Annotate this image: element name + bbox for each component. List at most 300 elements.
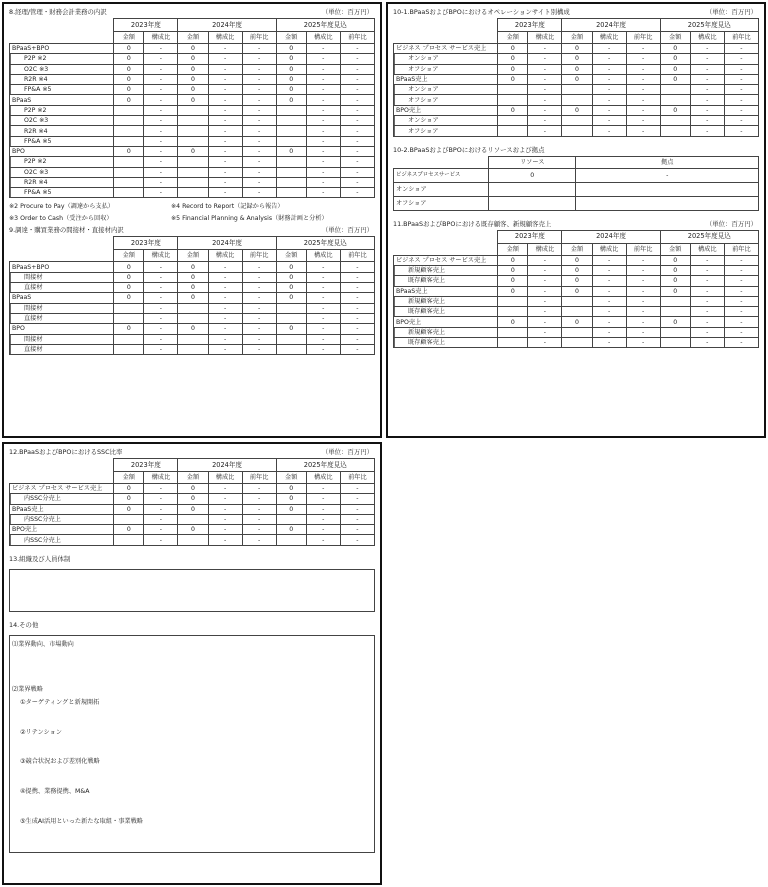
- value-cell[interactable]: 0: [178, 44, 208, 54]
- value-cell[interactable]: [498, 338, 528, 348]
- value-cell[interactable]: -: [306, 303, 340, 313]
- value-cell[interactable]: -: [724, 327, 758, 337]
- value-cell[interactable]: 0: [178, 262, 208, 272]
- value-cell[interactable]: -: [144, 74, 178, 84]
- value-cell[interactable]: -: [340, 188, 374, 198]
- value-cell[interactable]: -: [144, 136, 178, 146]
- value-cell[interactable]: 0: [114, 494, 144, 504]
- value-cell[interactable]: 0: [178, 293, 208, 303]
- value-cell[interactable]: -: [690, 296, 724, 306]
- value-cell[interactable]: [660, 327, 690, 337]
- value-cell[interactable]: -: [528, 116, 562, 126]
- value-cell[interactable]: [276, 136, 306, 146]
- value-cell[interactable]: 0: [178, 95, 208, 105]
- value-cell[interactable]: [178, 188, 208, 198]
- value-cell[interactable]: 0: [114, 85, 144, 95]
- value-cell[interactable]: -: [690, 255, 724, 265]
- value-cell[interactable]: 0: [498, 317, 528, 327]
- value-cell[interactable]: -: [306, 116, 340, 126]
- value-cell[interactable]: -: [690, 116, 724, 126]
- value-cell[interactable]: -: [144, 324, 178, 334]
- value-cell[interactable]: -: [690, 54, 724, 64]
- value-cell[interactable]: [276, 344, 306, 354]
- value-cell[interactable]: [276, 167, 306, 177]
- value-cell[interactable]: -: [242, 105, 276, 115]
- value-cell[interactable]: 0: [660, 286, 690, 296]
- value-cell[interactable]: 0: [498, 255, 528, 265]
- value-cell[interactable]: 0: [114, 54, 144, 64]
- section-14-input-box[interactable]: [9, 635, 375, 853]
- value-cell[interactable]: -: [528, 64, 562, 74]
- value-cell[interactable]: 0: [562, 255, 592, 265]
- value-cell[interactable]: 0: [114, 262, 144, 272]
- value-cell[interactable]: -: [306, 313, 340, 323]
- value-cell[interactable]: -: [242, 136, 276, 146]
- value-cell[interactable]: -: [528, 44, 562, 54]
- value-cell[interactable]: -: [242, 126, 276, 136]
- value-cell[interactable]: -: [306, 484, 340, 494]
- value-cell[interactable]: [498, 85, 528, 95]
- value-cell[interactable]: 0: [660, 105, 690, 115]
- value-cell[interactable]: -: [208, 54, 242, 64]
- value-cell[interactable]: -: [144, 157, 178, 167]
- value-cell[interactable]: 0: [498, 44, 528, 54]
- value-cell[interactable]: -: [340, 105, 374, 115]
- value-cell[interactable]: -: [528, 327, 562, 337]
- value-cell[interactable]: 0: [562, 265, 592, 275]
- value-cell[interactable]: -: [208, 126, 242, 136]
- value-cell[interactable]: -: [626, 105, 660, 115]
- base-cell[interactable]: [576, 182, 759, 196]
- value-cell[interactable]: -: [306, 54, 340, 64]
- value-cell[interactable]: 0: [178, 54, 208, 64]
- value-cell[interactable]: -: [242, 272, 276, 282]
- value-cell[interactable]: [178, 167, 208, 177]
- base-cell[interactable]: -: [576, 168, 759, 182]
- value-cell[interactable]: -: [208, 262, 242, 272]
- value-cell[interactable]: -: [626, 338, 660, 348]
- value-cell[interactable]: 0: [562, 54, 592, 64]
- value-cell[interactable]: 0: [178, 85, 208, 95]
- value-cell[interactable]: -: [690, 95, 724, 105]
- value-cell[interactable]: [562, 338, 592, 348]
- value-cell[interactable]: -: [690, 105, 724, 115]
- value-cell[interactable]: -: [340, 64, 374, 74]
- value-cell[interactable]: [660, 116, 690, 126]
- value-cell[interactable]: [276, 126, 306, 136]
- value-cell[interactable]: -: [306, 494, 340, 504]
- value-cell[interactable]: 0: [178, 74, 208, 84]
- value-cell[interactable]: -: [592, 64, 626, 74]
- value-cell[interactable]: 0: [178, 494, 208, 504]
- value-cell[interactable]: 0: [114, 484, 144, 494]
- value-cell[interactable]: -: [724, 85, 758, 95]
- value-cell[interactable]: -: [690, 44, 724, 54]
- value-cell[interactable]: [114, 188, 144, 198]
- value-cell[interactable]: -: [592, 95, 626, 105]
- value-cell[interactable]: -: [144, 44, 178, 54]
- value-cell[interactable]: [276, 514, 306, 524]
- value-cell[interactable]: -: [528, 105, 562, 115]
- value-cell[interactable]: 0: [562, 74, 592, 84]
- value-cell[interactable]: -: [340, 514, 374, 524]
- base-cell[interactable]: [576, 196, 759, 210]
- value-cell[interactable]: 0: [660, 54, 690, 64]
- value-cell[interactable]: [498, 307, 528, 317]
- value-cell[interactable]: -: [306, 514, 340, 524]
- value-cell[interactable]: -: [208, 484, 242, 494]
- value-cell[interactable]: -: [306, 136, 340, 146]
- value-cell[interactable]: -: [592, 54, 626, 64]
- value-cell[interactable]: -: [306, 74, 340, 84]
- value-cell[interactable]: -: [340, 74, 374, 84]
- value-cell[interactable]: [114, 313, 144, 323]
- value-cell[interactable]: -: [306, 44, 340, 54]
- value-cell[interactable]: -: [340, 303, 374, 313]
- value-cell[interactable]: -: [690, 64, 724, 74]
- value-cell[interactable]: 0: [114, 146, 144, 156]
- value-cell[interactable]: 0: [178, 146, 208, 156]
- value-cell[interactable]: 0: [276, 293, 306, 303]
- value-cell[interactable]: -: [306, 177, 340, 187]
- value-cell[interactable]: [660, 307, 690, 317]
- value-cell[interactable]: -: [144, 54, 178, 64]
- value-cell[interactable]: 0: [276, 525, 306, 535]
- value-cell[interactable]: 0: [562, 44, 592, 54]
- value-cell[interactable]: -: [592, 327, 626, 337]
- value-cell[interactable]: -: [724, 307, 758, 317]
- value-cell[interactable]: -: [242, 504, 276, 514]
- value-cell[interactable]: [178, 313, 208, 323]
- value-cell[interactable]: 0: [178, 283, 208, 293]
- value-cell[interactable]: [178, 344, 208, 354]
- value-cell[interactable]: -: [528, 54, 562, 64]
- value-cell[interactable]: [562, 116, 592, 126]
- value-cell[interactable]: -: [144, 484, 178, 494]
- value-cell[interactable]: [114, 334, 144, 344]
- value-cell[interactable]: -: [242, 344, 276, 354]
- value-cell[interactable]: -: [208, 344, 242, 354]
- value-cell[interactable]: [114, 116, 144, 126]
- value-cell[interactable]: -: [306, 126, 340, 136]
- value-cell[interactable]: -: [208, 525, 242, 535]
- value-cell[interactable]: 0: [276, 324, 306, 334]
- value-cell[interactable]: -: [690, 307, 724, 317]
- value-cell[interactable]: [498, 296, 528, 306]
- value-cell[interactable]: -: [208, 146, 242, 156]
- value-cell[interactable]: -: [208, 116, 242, 126]
- value-cell[interactable]: 0: [114, 95, 144, 105]
- value-cell[interactable]: -: [208, 85, 242, 95]
- value-cell[interactable]: [660, 85, 690, 95]
- value-cell[interactable]: [276, 303, 306, 313]
- value-cell[interactable]: -: [340, 484, 374, 494]
- value-cell[interactable]: -: [626, 286, 660, 296]
- value-cell[interactable]: -: [144, 272, 178, 282]
- value-cell[interactable]: -: [592, 44, 626, 54]
- value-cell[interactable]: -: [306, 272, 340, 282]
- value-cell[interactable]: -: [690, 327, 724, 337]
- value-cell[interactable]: [562, 126, 592, 136]
- value-cell[interactable]: 0: [114, 64, 144, 74]
- value-cell[interactable]: -: [724, 64, 758, 74]
- value-cell[interactable]: -: [528, 307, 562, 317]
- value-cell[interactable]: -: [306, 64, 340, 74]
- value-cell[interactable]: [178, 514, 208, 524]
- value-cell[interactable]: -: [208, 272, 242, 282]
- value-cell[interactable]: -: [144, 105, 178, 115]
- value-cell[interactable]: -: [340, 324, 374, 334]
- value-cell[interactable]: -: [208, 136, 242, 146]
- value-cell[interactable]: 0: [498, 276, 528, 286]
- value-cell[interactable]: [178, 535, 208, 545]
- value-cell[interactable]: [178, 126, 208, 136]
- value-cell[interactable]: -: [592, 255, 626, 265]
- value-cell[interactable]: -: [144, 116, 178, 126]
- value-cell[interactable]: [114, 126, 144, 136]
- value-cell[interactable]: [178, 105, 208, 115]
- value-cell[interactable]: -: [724, 265, 758, 275]
- value-cell[interactable]: [660, 296, 690, 306]
- value-cell[interactable]: -: [144, 188, 178, 198]
- value-cell[interactable]: [114, 303, 144, 313]
- value-cell[interactable]: 0: [114, 504, 144, 514]
- value-cell[interactable]: -: [242, 283, 276, 293]
- value-cell[interactable]: -: [208, 494, 242, 504]
- value-cell[interactable]: [114, 105, 144, 115]
- value-cell[interactable]: -: [340, 504, 374, 514]
- value-cell[interactable]: 0: [178, 324, 208, 334]
- value-cell[interactable]: [562, 85, 592, 95]
- value-cell[interactable]: -: [306, 283, 340, 293]
- value-cell[interactable]: -: [340, 177, 374, 187]
- value-cell[interactable]: 0: [660, 255, 690, 265]
- value-cell[interactable]: -: [724, 317, 758, 327]
- value-cell[interactable]: [178, 157, 208, 167]
- value-cell[interactable]: -: [340, 334, 374, 344]
- resource-cell[interactable]: 0: [488, 168, 576, 182]
- value-cell[interactable]: 0: [660, 265, 690, 275]
- value-cell[interactable]: [660, 95, 690, 105]
- value-cell[interactable]: 0: [498, 286, 528, 296]
- value-cell[interactable]: -: [626, 116, 660, 126]
- resource-cell[interactable]: [488, 196, 576, 210]
- value-cell[interactable]: 0: [660, 64, 690, 74]
- value-cell[interactable]: -: [208, 514, 242, 524]
- value-cell[interactable]: [498, 116, 528, 126]
- value-cell[interactable]: -: [208, 504, 242, 514]
- value-cell[interactable]: 0: [276, 504, 306, 514]
- value-cell[interactable]: -: [242, 535, 276, 545]
- value-cell[interactable]: -: [242, 177, 276, 187]
- value-cell[interactable]: 0: [660, 74, 690, 84]
- value-cell[interactable]: -: [690, 276, 724, 286]
- value-cell[interactable]: [562, 296, 592, 306]
- value-cell[interactable]: -: [724, 54, 758, 64]
- value-cell[interactable]: -: [306, 504, 340, 514]
- value-cell[interactable]: -: [724, 44, 758, 54]
- value-cell[interactable]: -: [592, 105, 626, 115]
- value-cell[interactable]: -: [144, 525, 178, 535]
- value-cell[interactable]: -: [208, 313, 242, 323]
- value-cell[interactable]: -: [208, 324, 242, 334]
- value-cell[interactable]: -: [340, 157, 374, 167]
- value-cell[interactable]: -: [208, 74, 242, 84]
- value-cell[interactable]: -: [242, 525, 276, 535]
- value-cell[interactable]: 0: [178, 272, 208, 282]
- value-cell[interactable]: -: [690, 126, 724, 136]
- value-cell[interactable]: 0: [276, 484, 306, 494]
- value-cell[interactable]: -: [626, 276, 660, 286]
- value-cell[interactable]: 0: [114, 324, 144, 334]
- value-cell[interactable]: -: [144, 64, 178, 74]
- value-cell[interactable]: 0: [660, 44, 690, 54]
- value-cell[interactable]: 0: [114, 272, 144, 282]
- value-cell[interactable]: -: [626, 296, 660, 306]
- value-cell[interactable]: -: [208, 167, 242, 177]
- value-cell[interactable]: -: [592, 85, 626, 95]
- value-cell[interactable]: 0: [498, 265, 528, 275]
- value-cell[interactable]: -: [144, 146, 178, 156]
- value-cell[interactable]: -: [724, 105, 758, 115]
- value-cell[interactable]: [114, 136, 144, 146]
- value-cell[interactable]: -: [626, 327, 660, 337]
- value-cell[interactable]: 0: [498, 105, 528, 115]
- value-cell[interactable]: -: [528, 126, 562, 136]
- value-cell[interactable]: -: [626, 307, 660, 317]
- value-cell[interactable]: -: [144, 177, 178, 187]
- value-cell[interactable]: [114, 157, 144, 167]
- value-cell[interactable]: -: [144, 95, 178, 105]
- value-cell[interactable]: 0: [114, 283, 144, 293]
- value-cell[interactable]: -: [592, 126, 626, 136]
- value-cell[interactable]: -: [592, 338, 626, 348]
- value-cell[interactable]: -: [340, 293, 374, 303]
- value-cell[interactable]: 0: [114, 293, 144, 303]
- value-cell[interactable]: -: [724, 116, 758, 126]
- value-cell[interactable]: -: [144, 504, 178, 514]
- value-cell[interactable]: -: [242, 514, 276, 524]
- value-cell[interactable]: -: [340, 525, 374, 535]
- value-cell[interactable]: -: [690, 74, 724, 84]
- value-cell[interactable]: 0: [276, 95, 306, 105]
- value-cell[interactable]: [498, 327, 528, 337]
- value-cell[interactable]: -: [690, 286, 724, 296]
- value-cell[interactable]: 0: [498, 74, 528, 84]
- value-cell[interactable]: -: [724, 296, 758, 306]
- value-cell[interactable]: [114, 535, 144, 545]
- value-cell[interactable]: [276, 177, 306, 187]
- value-cell[interactable]: [660, 338, 690, 348]
- value-cell[interactable]: -: [242, 64, 276, 74]
- value-cell[interactable]: [276, 105, 306, 115]
- value-cell[interactable]: -: [528, 276, 562, 286]
- value-cell[interactable]: -: [208, 334, 242, 344]
- value-cell[interactable]: -: [724, 95, 758, 105]
- value-cell[interactable]: 0: [276, 64, 306, 74]
- value-cell[interactable]: -: [242, 74, 276, 84]
- value-cell[interactable]: -: [208, 188, 242, 198]
- value-cell[interactable]: -: [144, 126, 178, 136]
- value-cell[interactable]: -: [528, 255, 562, 265]
- value-cell[interactable]: [562, 307, 592, 317]
- value-cell[interactable]: -: [690, 317, 724, 327]
- value-cell[interactable]: -: [242, 157, 276, 167]
- value-cell[interactable]: -: [306, 85, 340, 95]
- value-cell[interactable]: -: [306, 334, 340, 344]
- value-cell[interactable]: [178, 303, 208, 313]
- value-cell[interactable]: [114, 344, 144, 354]
- value-cell[interactable]: -: [626, 126, 660, 136]
- value-cell[interactable]: [276, 313, 306, 323]
- value-cell[interactable]: -: [626, 74, 660, 84]
- value-cell[interactable]: -: [306, 344, 340, 354]
- value-cell[interactable]: -: [144, 334, 178, 344]
- value-cell[interactable]: -: [528, 85, 562, 95]
- value-cell[interactable]: -: [340, 146, 374, 156]
- value-cell[interactable]: -: [724, 286, 758, 296]
- value-cell[interactable]: -: [592, 286, 626, 296]
- value-cell[interactable]: -: [592, 317, 626, 327]
- value-cell[interactable]: -: [528, 317, 562, 327]
- value-cell[interactable]: -: [144, 293, 178, 303]
- value-cell[interactable]: -: [242, 167, 276, 177]
- value-cell[interactable]: -: [340, 126, 374, 136]
- value-cell[interactable]: -: [340, 116, 374, 126]
- value-cell[interactable]: [276, 188, 306, 198]
- value-cell[interactable]: -: [144, 283, 178, 293]
- value-cell[interactable]: -: [724, 276, 758, 286]
- value-cell[interactable]: -: [690, 265, 724, 275]
- value-cell[interactable]: -: [592, 74, 626, 84]
- value-cell[interactable]: -: [306, 95, 340, 105]
- value-cell[interactable]: -: [208, 293, 242, 303]
- value-cell[interactable]: -: [144, 262, 178, 272]
- value-cell[interactable]: 0: [114, 74, 144, 84]
- value-cell[interactable]: -: [242, 95, 276, 105]
- value-cell[interactable]: -: [242, 188, 276, 198]
- value-cell[interactable]: -: [724, 126, 758, 136]
- value-cell[interactable]: [178, 136, 208, 146]
- value-cell[interactable]: 0: [114, 525, 144, 535]
- value-cell[interactable]: [276, 535, 306, 545]
- value-cell[interactable]: -: [208, 64, 242, 74]
- value-cell[interactable]: 0: [178, 525, 208, 535]
- value-cell[interactable]: -: [340, 344, 374, 354]
- value-cell[interactable]: -: [592, 116, 626, 126]
- value-cell[interactable]: -: [340, 535, 374, 545]
- value-cell[interactable]: -: [242, 484, 276, 494]
- value-cell[interactable]: [114, 177, 144, 187]
- value-cell[interactable]: -: [306, 167, 340, 177]
- value-cell[interactable]: -: [306, 324, 340, 334]
- value-cell[interactable]: 0: [276, 283, 306, 293]
- value-cell[interactable]: -: [306, 262, 340, 272]
- value-cell[interactable]: -: [208, 44, 242, 54]
- value-cell[interactable]: -: [306, 293, 340, 303]
- value-cell[interactable]: 0: [498, 64, 528, 74]
- value-cell[interactable]: -: [144, 344, 178, 354]
- value-cell[interactable]: -: [690, 85, 724, 95]
- value-cell[interactable]: -: [626, 64, 660, 74]
- value-cell[interactable]: -: [528, 286, 562, 296]
- value-cell[interactable]: -: [528, 265, 562, 275]
- value-cell[interactable]: -: [144, 313, 178, 323]
- value-cell[interactable]: 0: [276, 146, 306, 156]
- value-cell[interactable]: 0: [660, 276, 690, 286]
- value-cell[interactable]: -: [528, 296, 562, 306]
- value-cell[interactable]: -: [242, 54, 276, 64]
